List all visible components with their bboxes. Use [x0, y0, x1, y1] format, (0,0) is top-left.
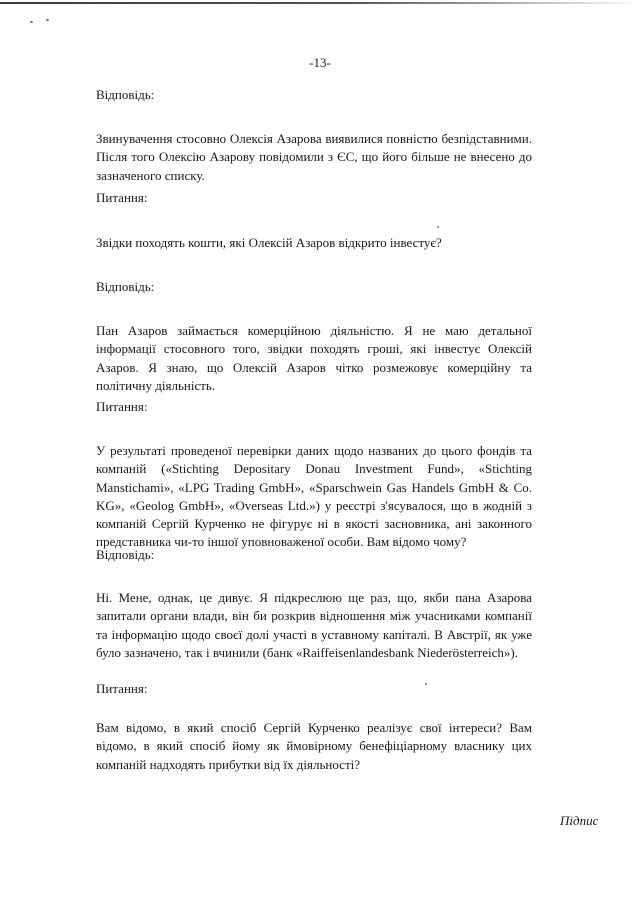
answer-label: Відповідь:: [96, 279, 155, 294]
page-number: -13-: [309, 55, 331, 70]
question-label: Питання:: [96, 399, 148, 414]
question-text: У результаті проведеної перевірки даних щодо названих до цього фондів та компаній («Stichting Depositary Donau Investment Fund», «Stichting Manstichami», «LPG Trading GmbH», «Sparschwein Gas Handels GmbH & Co. KG», «Geolog GmbH», «Overseas Ltd.») у реєстрі з'ясувалося, що в жодній з компаній Сергій Курченко не фігурує ні в якості засновника, ані законного представника чи-то іншої уповноваженої особи. Вам відомо чому?: [96, 443, 532, 550]
question-text: Вам відомо, в який спосіб Сергій Курченко реалізує свої інтереси? Вам відомо, в який спосіб йому як ймовірному бенефіціарному власнику цих компаній надходять прибутки від їх діяльності?: [96, 720, 532, 772]
question-label: Питання:: [96, 681, 148, 696]
answer-text: Пан Азаров займається комерційною діяльністю. Я не маю детальної інформації стосовного того, звідки походять гроші, які інвестує Олексій Азаров. Я знаю, що Олексій Азаров чітко розмежовує комерційну та політичну діяльність.: [96, 323, 532, 393]
question-text: Звідки походять кошти, які Олексій Азаров відкрито інвестує?: [96, 235, 442, 250]
scan-speck: [30, 21, 33, 23]
answer-text: Звинувачення стосовно Олексія Азарова виявилися повністю безпідставними. Після того Олексію Азарову повідомили з ЄС, що його більше не внесено до зазначеного списку.: [96, 131, 532, 183]
answer-label: Відповідь:: [96, 87, 155, 102]
scan-edge-line: [0, 2, 640, 4]
answer-text: Ні. Мене, однак, це дивує. Я підкреслюю ще раз, що, якби пана Азарова запитали органи влади, він би розкрив відношення між учасниками компанії та інформацію щодо своєї долі участі в уставному капіталі. В Австрії, як уже було зазначено, так і вчинили (банк «Raiffeisenlandesbank Niederösterreich»).: [96, 590, 532, 660]
scan-speck: [425, 683, 427, 685]
signature-label: Підпис: [560, 813, 599, 828]
question-label: Питання:: [96, 190, 148, 205]
scan-speck: [437, 226, 439, 228]
answer-label: Відповідь:: [96, 547, 155, 562]
scan-speck: [46, 19, 49, 21]
